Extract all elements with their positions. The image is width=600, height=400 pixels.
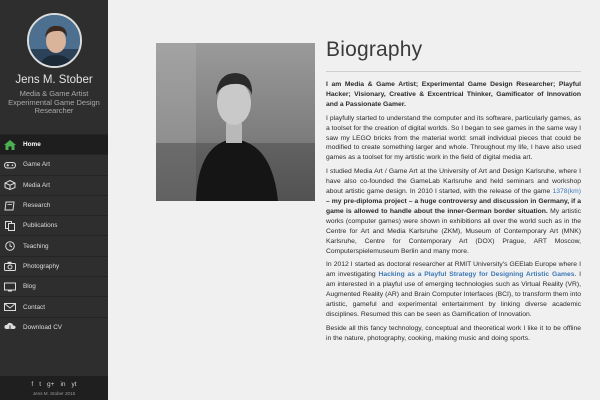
avatar[interactable] <box>27 13 82 68</box>
sidebar-footer <box>0 376 108 400</box>
youtube-icon[interactable]: yt <box>71 381 77 388</box>
nav-label: Contact <box>23 303 46 311</box>
nav-item-game-art[interactable] <box>0 154 108 174</box>
google-plus-icon[interactable]: g+ <box>47 381 55 388</box>
nav-label: Teaching <box>23 242 49 250</box>
page-title: Biography <box>326 38 423 61</box>
nav-label: Download CV <box>23 323 63 331</box>
profile-name: Jens M. Stober <box>15 74 93 86</box>
main-nav <box>0 134 108 337</box>
main-content <box>108 0 600 400</box>
nav-item-media-art[interactable] <box>0 175 108 195</box>
nav-item-contact[interactable] <box>0 296 108 316</box>
link-hacking-research[interactable]: Hacking as a Playful Strategy for Designing Artistic Games <box>378 271 575 279</box>
nav-item-photography[interactable] <box>0 256 108 276</box>
link-1378km[interactable]: 1378(km) <box>552 188 581 196</box>
nav-item-teaching[interactable] <box>0 235 108 255</box>
text: – my pre-diploma project – a huge controversy and discussion in Germany, if a game is allowed to handle about the inner-German border situation. <box>326 197 581 215</box>
sidebar <box>0 0 108 400</box>
text: My artistic works (computer games) were shown in exhibitions all over the world such as in the Centre for Art and Media Karlsruhe (ZKM), Museum of Contemporary Art (MNK) Karlsruhe, Centre for Contemporary Art (DOX) Prague, ART Moscow, Computerspielemuseum Berlin and many more. <box>326 207 581 255</box>
text: . I am interested in a playful use of emerging technologies such as Virtual Reality (VR), Augmented Reality (AR) and Brain Computer Interfaces (BCI), to transform them into artistic, gameful and experimental entertainment by linking diverse academic disciplines. Resumed this can be seen as Gamification of Innovation. <box>326 271 581 318</box>
title-divider <box>326 71 581 72</box>
nav-item-home[interactable] <box>0 134 108 154</box>
download-icon <box>4 322 16 332</box>
nav-item-download-cv[interactable] <box>0 317 108 337</box>
nav-item-research[interactable] <box>0 195 108 215</box>
nav-label: Media Art <box>23 181 50 189</box>
paragraph: Beside all this fancy technology, conceptual and theoretical work I like it to be offline in the nature, photography, cooking, making music and doing sports. <box>326 324 581 342</box>
paragraph <box>326 260 581 319</box>
pencil-icon <box>4 282 16 292</box>
camera-icon <box>4 261 16 271</box>
facebook-icon[interactable]: f <box>31 381 34 388</box>
copyright: Jens M. Stober 2015 <box>32 391 76 396</box>
intro-paragraph: I am Media & Game Artist; Experimental Game Design Researcher; Playful Hacker; Visionary, Creative & Excentrical Thinker, Gamificator of Innovation and a Passionate Gamer. <box>326 81 581 108</box>
nav-item-blog[interactable] <box>0 276 108 296</box>
nav-label: Research <box>23 202 51 210</box>
paragraph: I playfully started to understand the computer and its software, particularly games, as a toolset for the creation of digital worlds. So I began to see games in the same way I saw my LEGO bricks from the material world: small individual pieces that could be modified to create something larger and whole. Throughout my life, I have also used games as a toolset for my artistic work in the field of digital media art. <box>326 114 581 162</box>
portrait-photo <box>156 43 315 201</box>
biography-section <box>326 36 581 344</box>
envelope-icon <box>4 302 16 312</box>
paragraph <box>326 167 581 256</box>
book-icon <box>4 201 16 211</box>
cube-icon <box>4 180 16 190</box>
nav-label: Blog <box>23 283 36 291</box>
profile <box>0 0 108 134</box>
text: I studied Media Art / Game Art at the University of Art and Design Karlsruhe, where I have also co-founded the GameLab Karlsruhe and held seminars and workshop about artistic game design. In 2010 I started, with the release of the game <box>326 168 581 196</box>
copy-icon <box>4 221 16 231</box>
text: In 2012 I started as doctoral researcher at RMIT University's GEElab Europe where I am investigating <box>326 261 581 279</box>
biography-text <box>326 80 581 344</box>
gamepad-icon <box>4 160 16 170</box>
nav-label: Game Art <box>23 161 50 169</box>
clock-icon <box>4 241 16 251</box>
nav-label: Photography <box>23 262 60 270</box>
twitter-icon[interactable]: t <box>39 381 42 388</box>
nav-label: Publications <box>23 222 58 230</box>
nav-item-publications[interactable] <box>0 215 108 235</box>
social-links <box>0 376 108 389</box>
linkedin-icon[interactable]: in <box>60 381 66 388</box>
home-icon <box>4 140 16 150</box>
nav-label: Home <box>23 141 41 149</box>
profile-tagline: Media & Game Artist Experimental Game Design Researcher <box>8 89 100 116</box>
